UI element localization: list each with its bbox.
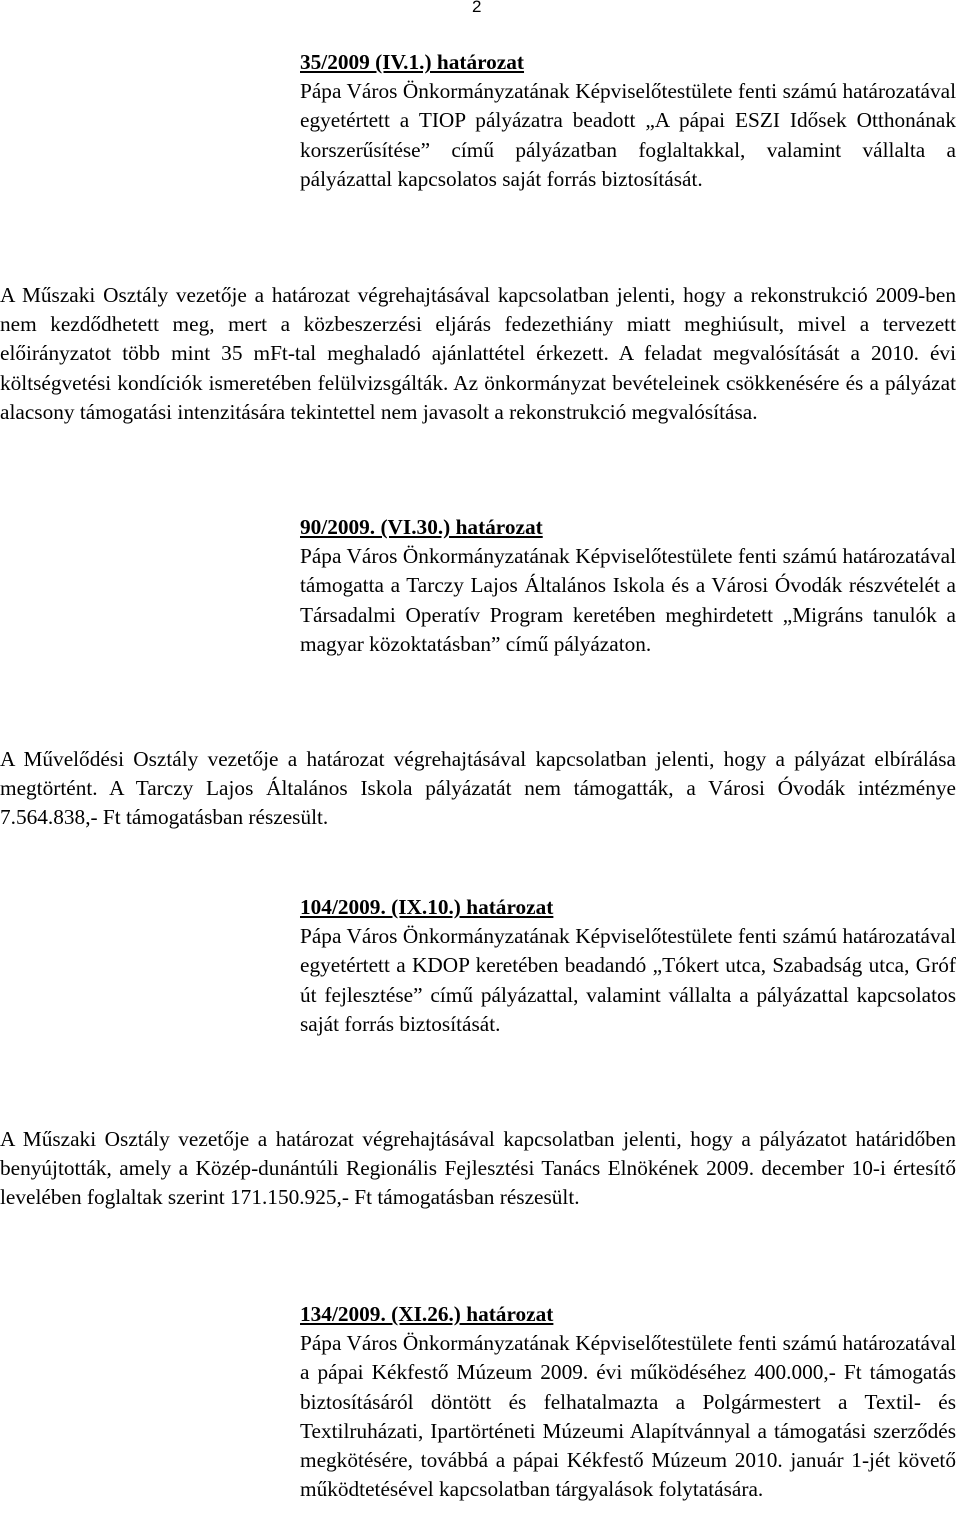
resolution-block-3 — [300, 893, 956, 1039]
report-text-2: A Művelődési Osztály vezetője a határozat végrehajtásával kapcsolatban jelenti, hogy a pályázat elbírálása megtörtént. A Tarczy Lajos Általános Iskola pályázatát nem támogatták, a Városi Óvodák intézménye 7.564.838,- Ft támogatásban részesült. — [0, 747, 956, 830]
report-text-1: A Műszaki Osztály vezetője a határozat végrehajtásával kapcsolatban jelenti, hogy a rekonstrukció 2009-ben nem kezdődhetett meg, mert a közbeszerzési eljárás fedezethiány miatt meghiúsult, mivel a tervezett előirányzatot több mint 35 mFt-tal meghaladó ajánlattétel érkezett. A feladat megvalósítását a 2010. évi költségvetési kondíciók ismeretében felülvizsgálták. Az önkormányzat bevételeinek csökkenésére és a pályázat alacsony támogatási intenzitására tekintettel nem javasolt a rekonstrukció megvalósítása. — [0, 283, 956, 424]
report-block-3 — [0, 1125, 956, 1213]
report-block-1 — [0, 281, 956, 427]
resolution-text-2: Pápa Város Önkormányzatának Képviselőtestülete fenti számú határozatával támogatta a Tarczy Lajos Általános Iskola és a Városi Óvodák részvételét a Társadalmi Operatív Program keretében meghirdetett „Migráns tanulók a magyar közoktatásban” című pályázaton. — [300, 544, 956, 656]
resolution-title-2: 90/2009. (VI.30.) határozat — [300, 515, 543, 539]
resolution-text-1: Pápa Város Önkormányzatának Képviselőtestülete fenti számú határozatával egyetértett a TIOP pályázatra beadott „A pápai ESZI Idősek Otthonának korszerűsítése” című pályázatban foglaltakkal, valamint vállalta a pályázattal kapcsolatos saját forrás biztosítását. — [300, 79, 956, 191]
report-block-2 — [0, 745, 956, 833]
resolution-text-3: Pápa Város Önkormányzatának Képviselőtestülete fenti számú határozatával egyetértett a KDOP keretében beadandó „Tókert utca, Szabadság utca, Gróf út fejlesztése” című pályázattal, valamint vállalta a pályázattal kapcsolatos saját forrás biztosítását. — [300, 924, 956, 1036]
report-text-3: A Műszaki Osztály vezetője a határozat végrehajtásával kapcsolatban jelenti, hogy a pályázatot határidőben benyújtották, amely a Közép-dunántúli Regionális Fejlesztési Tanács Elnökének 2009. december 10-i értesítő levelében foglaltak szerint 171.150.925,- Ft támogatásban részesült. — [0, 1127, 956, 1210]
resolution-title-3: 104/2009. (IX.10.) határozat — [300, 895, 554, 919]
resolution-block-1 — [300, 48, 956, 194]
resolution-title-1: 35/2009 (IV.1.) határozat — [300, 50, 525, 74]
resolution-text-4: Pápa Város Önkormányzatának Képviselőtestülete fenti számú határozatával a pápai Kékfestő Múzeum 2009. évi működéséhez 400.000,- Ft támogatás biztosításáról döntött és felhatalmazta a Polgármestert a Textil- és Textilruházati, Ipartörténeti Múzeumi Alapítvánnyal a támogatási szerződés megkötésére, továbbá a pápai Kékfestő Múzeum 2010. január 1-jét követő működtetésével kapcsolatban tárgyalások folytatására. — [300, 1331, 956, 1502]
page-number: 2 — [472, 0, 482, 16]
resolution-block-4 — [300, 1300, 956, 1504]
resolution-block-2 — [300, 513, 956, 659]
resolution-title-4: 134/2009. (XI.26.) határozat — [300, 1302, 554, 1326]
